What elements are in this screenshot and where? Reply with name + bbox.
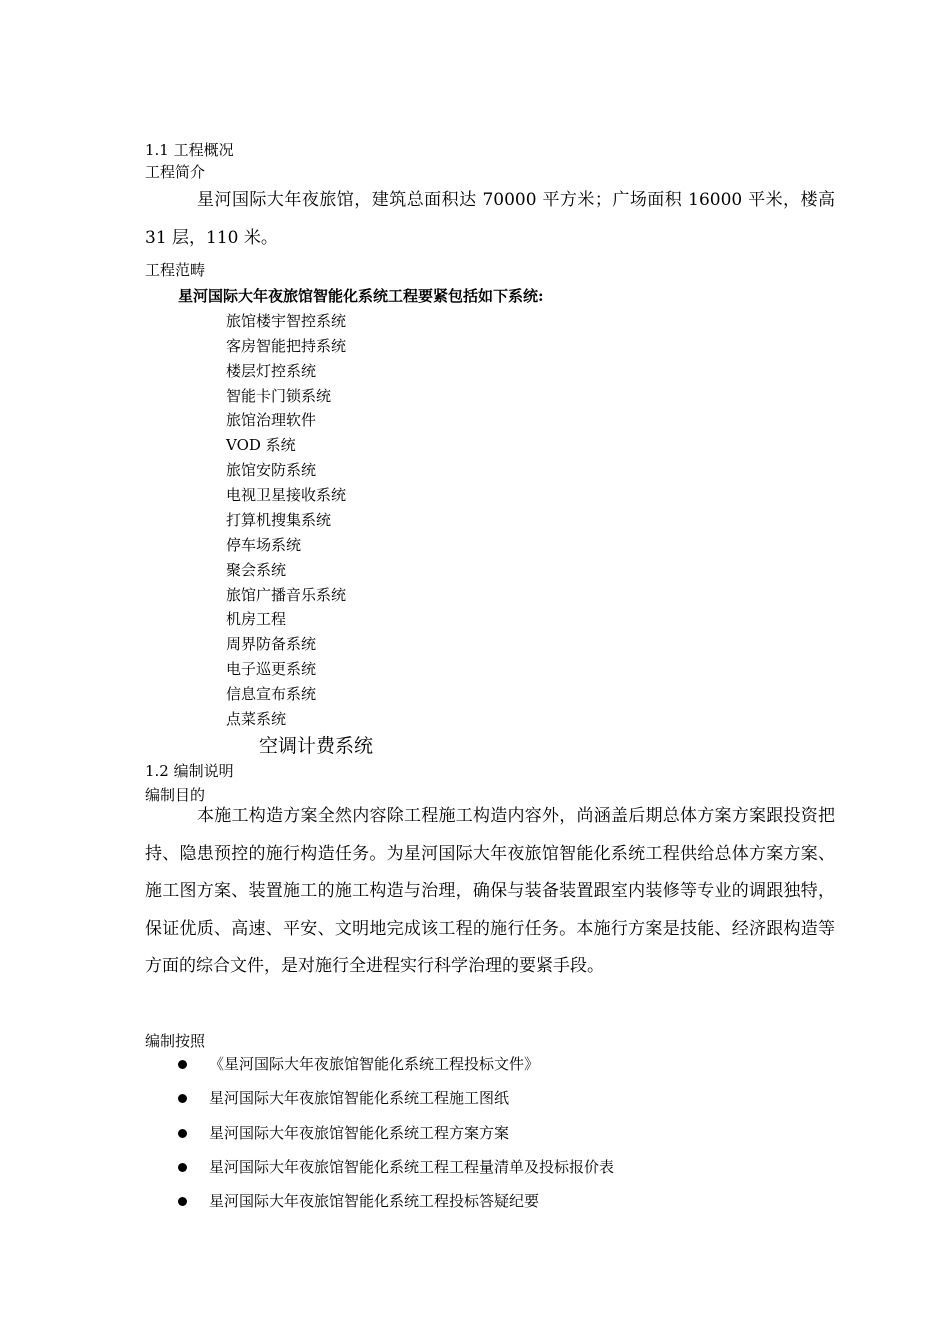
basis-label: 编制按照	[145, 1032, 206, 1050]
system-list-item: 聚会系统	[226, 561, 287, 579]
system-list-item: 点菜系统	[226, 710, 287, 728]
section-heading-1-1: 1.1 工程概况	[145, 141, 234, 159]
system-list-item: 停车场系统	[226, 536, 302, 554]
section-heading-1-2: 1.2 编制说明	[145, 762, 234, 780]
system-list-item: 打算机搜集系统	[226, 511, 332, 529]
bullet-icon	[178, 1060, 187, 1069]
system-list-item-large: 空调计费系统	[259, 735, 374, 757]
system-list-item: 旅馆安防系统	[226, 461, 317, 479]
scope-lead-text: 星河国际大年夜旅馆智能化系统工程要紧包括如下系统:	[178, 287, 544, 305]
scope-label: 工程范畴	[145, 261, 206, 279]
basis-item-text: 星河国际大年夜旅馆智能化系统工程施工图纸	[209, 1089, 510, 1107]
basis-item-text: 星河国际大年夜旅馆智能化系统工程工程量清单及投标报价表	[209, 1158, 615, 1176]
system-list-item: 信息宣布系统	[226, 685, 317, 703]
system-list-item: 旅馆楼宇智控系统	[226, 312, 347, 330]
basis-item-text: 《星河国际大年夜旅馆智能化系统工程投标文件》	[209, 1055, 540, 1073]
system-list-item: 旅馆广播音乐系统	[226, 586, 347, 604]
basis-item-text: 星河国际大年夜旅馆智能化系统工程方案方案	[209, 1124, 510, 1142]
bullet-icon	[178, 1197, 187, 1206]
system-list-item: 电子巡更系统	[226, 660, 317, 678]
basis-item-text: 星河国际大年夜旅馆智能化系统工程投标答疑纪要	[209, 1192, 540, 1210]
intro-paragraph: 星河国际大年夜旅馆，建筑总面积达 70000 平方米；广场面积 16000 平米，楼高 31 层，110 米。	[145, 190, 835, 248]
system-list-item: 周界防备系统	[226, 635, 317, 653]
purpose-label: 编制目的	[145, 786, 206, 804]
system-list-item: VOD 系统	[226, 436, 296, 454]
system-list-item: 旅馆治理软件	[226, 411, 317, 429]
intro-label: 工程简介	[145, 163, 206, 181]
system-list-item: 智能卡门锁系统	[226, 387, 332, 405]
bullet-icon	[178, 1129, 187, 1138]
system-list-item: 楼层灯控系统	[226, 362, 317, 380]
system-list-item: 机房工程	[226, 610, 287, 628]
bullet-icon	[178, 1094, 187, 1103]
purpose-paragraph: 本施工构造方案全然内容除工程施工构造内容外，尚涵盖后期总体方案方案跟投资把持、隐患预控的施行构造任务。为星河国际大年夜旅馆智能化系统工程供给总体方案方案、施工图方案、装置施工的施工构造与治理，确保与装备装置跟室内装修等专业的调跟独特，保证优质、高速、平安、文明地完成该工程的施行任务。本施行方案是技能、经济跟构造等方面的综合文件，是对施行全进程实行科学治理的要紧手段。	[145, 806, 835, 976]
system-list-item: 电视卫星接收系统	[226, 486, 347, 504]
system-list-item: 客房智能把持系统	[226, 337, 347, 355]
bullet-icon	[178, 1163, 187, 1172]
